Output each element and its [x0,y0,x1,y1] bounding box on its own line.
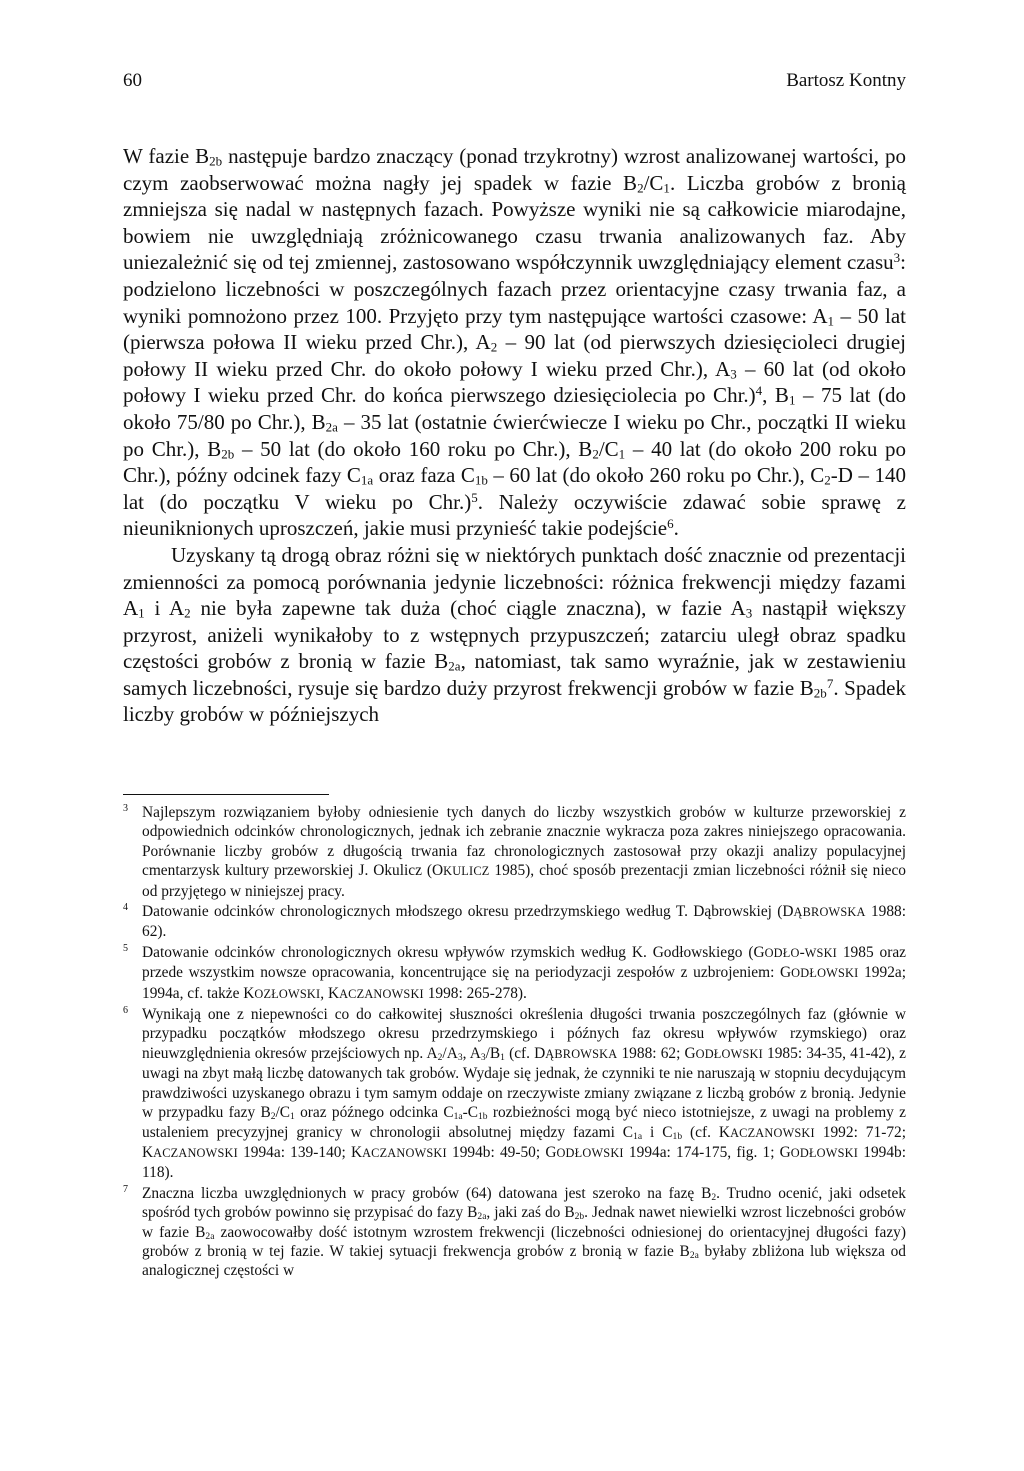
text-run: rozbieżności mogą być nieco istotniejsze, z uwagi na problemy z ustaleniem precyzyjnej granicy w chronologii absolutnej między fazami C [142,1104,906,1141]
small-caps: ĄBROWSKA [545,1046,618,1061]
text-run: , B [762,383,789,408]
text-run: -D – 140 lat (do początku V wieku po Chr.) [123,463,906,514]
text-run: 1994b: 49-50; G [446,1143,557,1161]
subscript: 2 [637,180,644,196]
page-header [123,70,906,96]
footnote-mark: 6 [123,1005,128,1017]
footnote-ref-7[interactable]: 7 [826,675,834,691]
footnote-separator [123,794,329,795]
small-caps: ODŁOWSKI [791,966,859,981]
text-run: - [799,943,805,961]
footnote-ref-5[interactable]: 5 [471,489,478,505]
text-run: Datowanie odcinków chronologicznych okresu wpływów rzymskich według K. Godłowskiego (G [142,943,765,961]
text-run: Datowanie odcinków chronologicznych młodszego okresu przedrzymskiego według T. Dąbrowskiej (D [142,903,794,921]
text-run: 1992: 71-72; K [142,1123,906,1161]
subscript: 2 [270,1111,276,1122]
subscript: 2a [448,658,461,674]
subscript: 2 [184,605,191,621]
subscript: 1a [633,1130,643,1142]
subscript: 2a [205,1230,215,1242]
text-run: 1994a: 139-140; K [237,1143,363,1161]
footnote-ref-3[interactable]: 3 [893,250,901,266]
text-run: nie była zapewne tak duża (choć ciągle znaczna), w fazie A [190,596,746,621]
paragraph-2 [123,542,906,728]
subscript: 1a [360,472,374,488]
text-run: 1992a; 1994a, cf. także K [142,964,907,1002]
small-caps: ODŁO [764,945,800,960]
small-caps: ĄBROWSKA [793,905,866,920]
subscript: 2a [325,419,338,435]
text-run: – 35 lat (ostatnie ćwierćwiecze I wieku po Chr., początki II wieku po Chr.), B [123,409,906,461]
text-run: 1988: 62; G [617,1044,696,1062]
subscript: 2b [221,446,235,462]
page-number: 60 [123,70,142,91]
text-run: – 50 lat (pierwsza połowa II wieku przed Chr.), A [123,303,906,355]
subscript: 1 [618,446,626,462]
text-run: 1985 oraz przede wszystkim nowsze opracowania, koncentrujące się na periodyzacji zespołów z uzbrojeniem: G [142,943,906,982]
text-run: byłaby zbliżona lub większa od analogicznej częstości w [142,1242,907,1280]
text-run: , A [462,1044,481,1062]
small-caps: KULICZ [443,864,490,879]
small-caps: ACZANOWSKI [339,986,424,1001]
subscript: 1 [138,605,145,621]
text-run: i A [144,596,185,621]
subscript: 1b [672,1130,683,1142]
footnote-3 [123,803,906,901]
text-run: – 90 lat (od pierwszych dziesięcioleci drugiej połowy II wieku przed Chr. do około połowy I wieku przed Chr.), A [123,330,906,381]
subscript: 1 [788,392,796,408]
subscript: 1 [827,313,835,329]
text-run: (cf. D [504,1044,546,1062]
text-run: . Spadek liczby grobów w późniejszych [123,675,906,727]
small-caps: ODŁOWSKI [556,1145,624,1160]
text-run: 1985: 34-35, 41-42), z uwagi na zbyt małą liczbę datowanych tak grobów. Wydaje się jednak, że czynniki te nie naruszają w stopniu decydującym prawdziwości uzyskanego obrazu i tym samym oddaje on rzeczywiste zmiany związane z liczbą grobów z bronią. Jedynie w przypadku fazy B [142,1044,906,1122]
subscript: 2 [711,1191,717,1203]
text-run: – 75 lat (do około 75/80 po Chr.), B [123,383,906,434]
footnote-5 [123,943,906,1004]
subscript: 2 [592,446,599,462]
subscript: 2b [209,153,223,169]
subscript: 2a [689,1249,699,1261]
text-run: -C [462,1104,479,1122]
footnotes [123,803,906,1282]
footnote-6 [123,1005,906,1183]
subscript: 2b [813,685,827,701]
footnote-7 [123,1184,906,1281]
text-run: 1985), choć sposób prezentacji zmian liczebności różnił się nieco od przyjętego w niniejszej pracy. [142,862,906,900]
subscript: 3 [480,1051,486,1063]
subscript: 1a [453,1111,463,1122]
text-run: – 40 lat (do około 200 roku po Chr.), późny odcinek fazy C [123,436,907,488]
small-caps: ACZANOWSKI [362,1145,447,1160]
footnote-4 [123,902,906,942]
text-run: (cf. K [682,1123,731,1141]
text-run: /C [643,170,664,195]
text-run: zaowocowałby dość istotnym wzrostem frekwencji (liczebności odniesionej do orientacyjnej długości fazy) grobów z bronią w tej fazie. W takiej sytuacji frekwencja grobów z bronią w fazie B [142,1223,906,1260]
subscript: 2 [437,1051,443,1063]
text-run: oraz późnego odcinka C [294,1104,454,1122]
text-run: następuje bardzo znaczący (ponad trzykrotny) wzrost analizowanej wartości, po czym zaobserwować można nagły jej spadek w fazie B [123,144,906,195]
text-run: 1994a: 174-175, fig. 1; G [623,1143,791,1161]
text-run: i C [642,1123,673,1141]
text-run: – 50 lat (do około 160 roku po Chr.), B [234,436,593,461]
text-run: /C [275,1104,291,1122]
text-run: Najlepszym rozwiązaniem byłoby odniesienie tych danych do liczby wszystkich grobów w kulturze przeworskiej z odpowiednich odcinków chronologicznych, jednak ich zebranie znacznie wykracza poza zakres niniejszego opracowania. Porównanie liczby grobów z długością trwania faz chronologicznych zastosował przy okazji analizy populacyjnej cmentarzysk kultury przeworskiej J. Okulicz (O [142,804,906,880]
subscript: 1b [478,1111,488,1122]
small-caps: ODŁOWSKI [695,1046,763,1061]
footnote-mark: 5 [123,942,128,954]
text-run: , K [320,984,340,1002]
text-run: . Trudno ocenić, jaki odsetek spośród tych grobów powinno się przypisać do fazy B [142,1184,907,1222]
subscript: 3 [457,1051,463,1063]
small-caps: ACZANOWSKI [730,1125,815,1140]
subscript: 1 [663,180,670,196]
text-run: Znaczna liczba uwzględnionych w pracy grobów (64) datowana jest szeroko na fazę B [142,1184,712,1202]
text-run: /B [485,1044,501,1062]
footnote-ref-6[interactable]: 6 [667,516,674,532]
text-run: 1988: 62). [142,903,907,941]
text-run: : podzielono liczebności w poszczególnych fazach przez orientacyjne czasy trwania faz, a wyniki pomnożono przez 100. Przyjęto przy tym następujące wartości czasowe: A [123,250,906,328]
text-run: nastąpił większy przyrost, aniżeli wynikałoby to z wstępnych przypuszczeń; zatarciu uległ obraz spadku częstości grobów z bronią w fazie B [123,596,906,674]
text-run: – 60 lat (od około połowy I wieku przed Chr. do końca pierwszego dziesięciolecia po Chr.) [123,356,906,408]
text-run: . Jednak nawet niewielki wzrost liczebności grobów w fazie B [142,1204,906,1241]
text-run: , jaki zaś do B [486,1204,575,1222]
footnote-mark: 3 [123,803,128,814]
text-run: . Liczba grobów z bronią zmniejsza się nadal w następnych fazach. Powyższe wyniki nie są całkowicie miarodajne, bowiem nie uwzględniają zróżnicowanego czasu trwania analizowanych faz. Aby uniezależnić się od tej zmiennej, zastosowano współczynnik uwzględniający element czasu [123,170,906,275]
footnote-mark: 7 [123,1183,128,1195]
footnote-mark: 4 [123,902,128,914]
text-run: , natomiast, tak samo wyraźnie, jak w zestawieniu samych liczebności, rysuje się bardzo duży przyrost frekwencji grobów w fazie B [123,649,906,700]
subscript: 2 [490,339,498,355]
paragraph-1 [123,143,906,542]
small-caps: WSKI [804,945,837,960]
text-run: W fazie B [123,144,210,168]
text-run: . [673,516,679,541]
small-caps: ODŁOWSKI [790,1145,859,1160]
text-run: – 60 lat (do około 260 roku po Chr.), C [487,463,825,488]
subscript: 1 [500,1051,505,1063]
small-caps: OZŁOWSKI [254,986,321,1001]
text-run: 1998: 265-278). [423,984,527,1002]
subscript: 1b [474,472,488,488]
text-run: /A [442,1044,458,1062]
main-text [123,143,906,728]
subscript: 2a [477,1211,487,1223]
subscript: 2b [574,1211,585,1223]
text-run: Wynikają one z niepewności co do całkowitej słuszności określenia długości trwania poszczególnych faz (głównie w przypadku początków młodszego okresu przedrzymskiego i późnych faz okresu wpływów rzymskiego) oraz nieuwzględnienia okresów przejściowych np. A [142,1006,906,1062]
text-run: /C [598,436,619,461]
text-run: . Należy oczywiście zdawać sobie sprawę z nieuniknionych uproszczeń, jakie musi przynieść takie podejście [123,489,906,541]
subscript: 1 [290,1111,295,1122]
running-head: Bartosz Kontny [786,70,906,91]
footnote-ref-4[interactable]: 4 [755,383,763,399]
subscript: 3 [745,605,753,621]
text-run: 1994b: 118). [142,1143,906,1182]
subscript: 3 [730,366,737,382]
subscript: 2 [824,472,831,488]
small-caps: ACZANOWSKI [153,1145,238,1160]
text-run: Uzyskany tą drogą obraz różni się w niektórych punktach dość znacznie od prezentacji zmienności za pomocą porównania jedynie liczebności: różnica frekwencji między fazami A [123,542,906,621]
text-run: oraz faza C [373,463,475,488]
